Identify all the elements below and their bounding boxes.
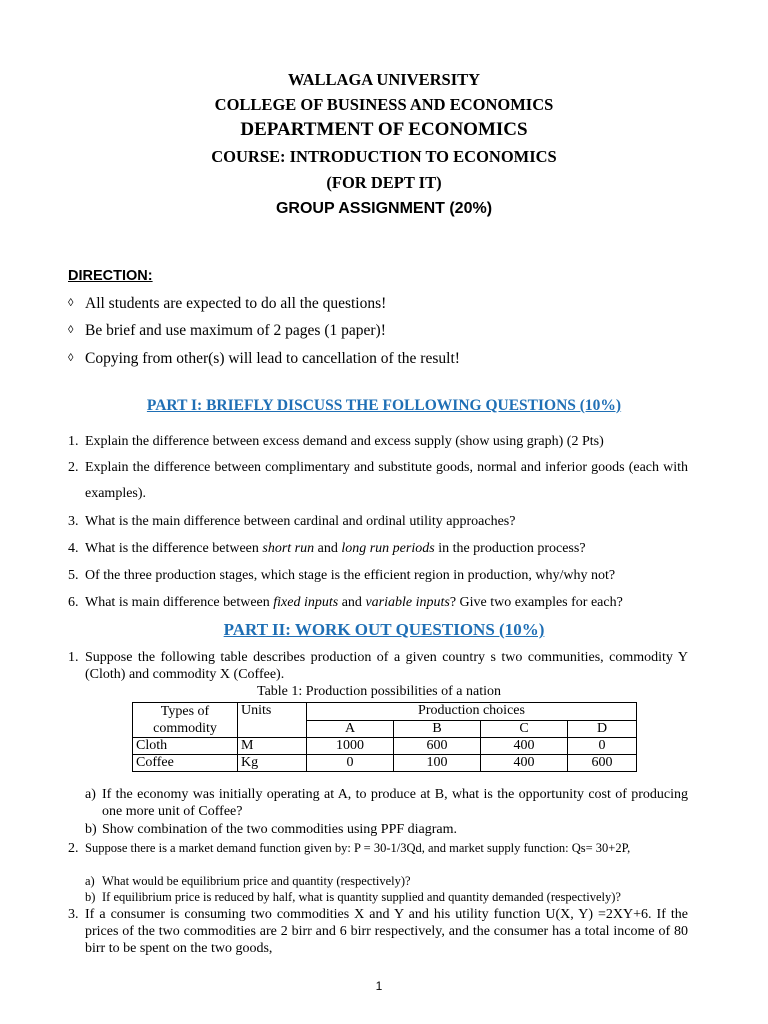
- page-number: 1: [375, 979, 383, 993]
- question-item: 5. Of the three production stages, which stage is the efficient region in production, why/why not?: [68, 568, 616, 583]
- table-header-choice: D: [568, 720, 637, 738]
- question-item: 4. What is the difference between short run and long run periods in the production process?: [68, 541, 586, 556]
- sub-question: a) What would be equilibrium price and quantity (respectively)?: [85, 874, 411, 888]
- question-item: 1. Suppose the following table describes production of a given country s two communities, commodity Y (Cloth) and commodity X (Coffee).: [68, 650, 688, 682]
- table-header-choice: B: [394, 720, 481, 738]
- table-row: Cloth M 1000 600 400 0: [133, 738, 637, 755]
- sub-question: a) If the economy was initially operating at A, to produce at B, what is the opportunity cost of producing one more unit of Coffee?: [85, 787, 688, 819]
- table-header-choice: A: [307, 720, 394, 738]
- direction-item: ◊ All students are expected to do all the questions!: [68, 295, 387, 312]
- direction-item: ◊ Be brief and use maximum of 2 pages (1 paper)!: [68, 322, 386, 339]
- department-name: DEPARTMENT OF ECONOMICS: [240, 119, 528, 140]
- question-item: 2. Suppose there is a market demand function given by: P = 30-1/3Qd, and market supply function: Qs= 30+2P,: [68, 841, 631, 856]
- audience-note: (FOR DEPT IT): [326, 173, 442, 192]
- course-title: COURSE: INTRODUCTION TO ECONOMICS: [211, 147, 557, 166]
- direction-title: DIRECTION:: [68, 268, 153, 284]
- direction-item: ◊ Copying from other(s) will lead to cancellation of the result!: [68, 350, 460, 367]
- diamond-bullet-icon: ◊: [68, 352, 74, 364]
- table-header-choice: C: [481, 720, 568, 738]
- part1-title: PART I: BRIEFLY DISCUSS THE FOLLOWING QUESTIONS (10%): [146, 397, 622, 414]
- question-item: 3. If a consumer is consuming two commodities X and Y and his utility function U(X, Y) =2XY+6. If the prices of the two commodities are 2 birr and 6 birr respectively, and the consumer has a total income of 80 birr to be spent on the two goods,: [68, 907, 688, 956]
- part2-title: PART II: WORK OUT QUESTIONS (10%): [223, 620, 545, 639]
- question-item: 6. What is main difference between fixed inputs and variable inputs? Give two examples for each?: [68, 595, 623, 610]
- table-header-choices: Production choices: [307, 703, 637, 721]
- question-item: 2. Explain the difference between complimentary and substitute goods, normal and inferior goods (each with examples).: [68, 460, 688, 501]
- sub-question: b) Show combination of the two commodities using PPF diagram.: [85, 822, 458, 837]
- university-name: WALLAGA UNIVERSITY: [287, 70, 481, 89]
- college-name: COLLEGE OF BUSINESS AND ECONOMICS: [214, 95, 554, 114]
- table-row: Coffee Kg 0 100 400 600: [133, 755, 637, 772]
- diamond-bullet-icon: ◊: [68, 324, 74, 336]
- sub-question: b) If equilibrium price is reduced by half, what is quantity supplied and quantity demanded (respectively)?: [85, 890, 621, 904]
- diamond-bullet-icon: ◊: [68, 297, 74, 309]
- table-header-type: Types of commodity: [133, 703, 238, 738]
- question-item: 1. Explain the difference between excess demand and excess supply (show using graph) (2 Pts): [68, 434, 604, 449]
- assignment-title: GROUP ASSIGNMENT (20%): [275, 200, 493, 217]
- table-header-units: Units: [238, 703, 307, 738]
- production-table: [132, 702, 637, 772]
- table-caption: Table 1: Production possibilities of a nation: [257, 684, 501, 699]
- question-item: 3. What is the main difference between cardinal and ordinal utility approaches?: [68, 514, 516, 529]
